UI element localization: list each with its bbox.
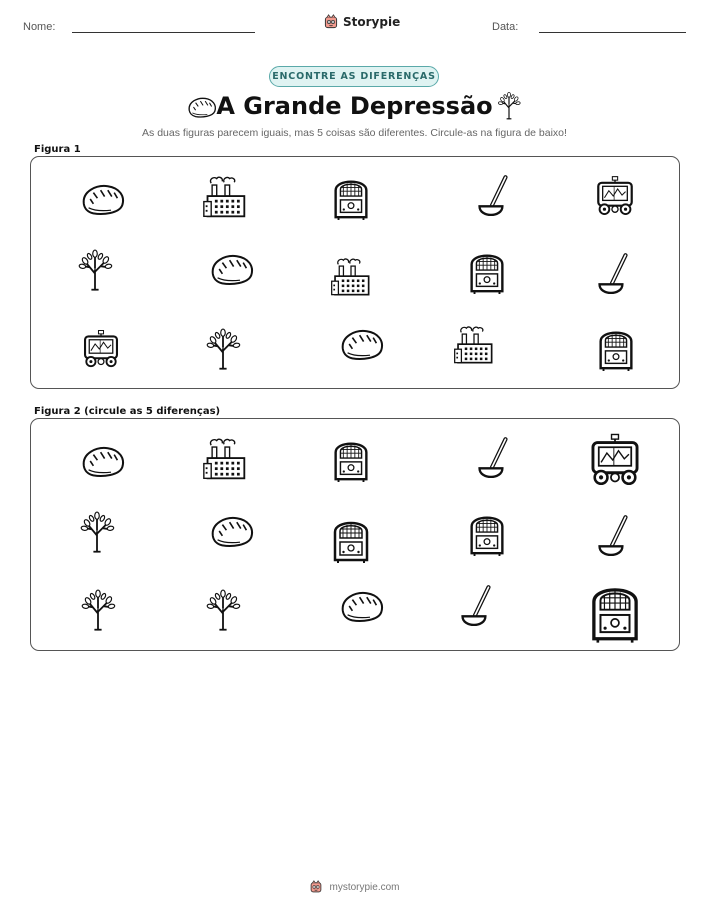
radio-icon[interactable] <box>331 173 371 221</box>
name-label: Nome: <box>23 21 56 33</box>
bread-icon[interactable] <box>79 442 127 480</box>
truck-icon[interactable] <box>80 326 122 372</box>
ladle-icon[interactable] <box>470 172 514 224</box>
bread-icon[interactable] <box>208 250 256 288</box>
bread-icon[interactable] <box>79 180 127 218</box>
page-title: A Grande Depressão <box>216 92 493 120</box>
brand-logo <box>323 14 400 30</box>
badge: ENCONTRE AS DIFERENÇAS <box>269 66 439 87</box>
ladle-icon[interactable] <box>470 434 514 486</box>
tree-icon <box>497 90 521 120</box>
truck-icon[interactable] <box>593 173 637 219</box>
brand-name: Storypie <box>343 15 401 29</box>
ladle-icon[interactable] <box>590 512 634 564</box>
footer-url[interactable]: mystorypie.com <box>329 881 400 893</box>
date-field[interactable] <box>539 32 686 33</box>
radio-icon[interactable] <box>467 247 507 295</box>
bread-icon[interactable] <box>208 512 256 550</box>
radio-icon[interactable] <box>331 435 371 483</box>
mascot-icon <box>309 880 323 894</box>
bread-icon[interactable] <box>338 588 386 624</box>
name-field[interactable] <box>72 32 255 33</box>
factory-icon[interactable] <box>202 436 248 482</box>
truck-icon[interactable] <box>586 428 644 492</box>
radio-icon[interactable] <box>331 514 371 564</box>
tree-icon[interactable] <box>77 246 113 292</box>
radio-icon[interactable] <box>596 324 636 372</box>
radio-icon[interactable] <box>467 509 507 557</box>
bread-icon[interactable] <box>338 326 386 362</box>
footer <box>0 880 709 894</box>
tree-icon[interactable] <box>79 508 115 554</box>
factory-icon[interactable] <box>453 321 495 369</box>
factory-icon[interactable] <box>330 254 372 300</box>
date-label: Data: <box>492 21 519 33</box>
tree-icon[interactable] <box>205 586 241 632</box>
ladle-icon[interactable] <box>453 582 497 634</box>
radio-icon[interactable] <box>586 578 644 644</box>
figure2-label: Figura 2 (circule as 5 diferenças) <box>34 406 221 417</box>
factory-icon[interactable] <box>202 174 248 220</box>
ladle-icon[interactable] <box>590 250 634 302</box>
figure1-label: Figura 1 <box>34 144 81 155</box>
mascot-icon <box>323 14 339 30</box>
tree-icon[interactable] <box>80 586 116 632</box>
instructions: As duas figuras parecem iguais, mas 5 coisas são diferentes. Circule-as na figura de baixo! <box>142 127 567 139</box>
tree-icon[interactable] <box>205 325 241 371</box>
